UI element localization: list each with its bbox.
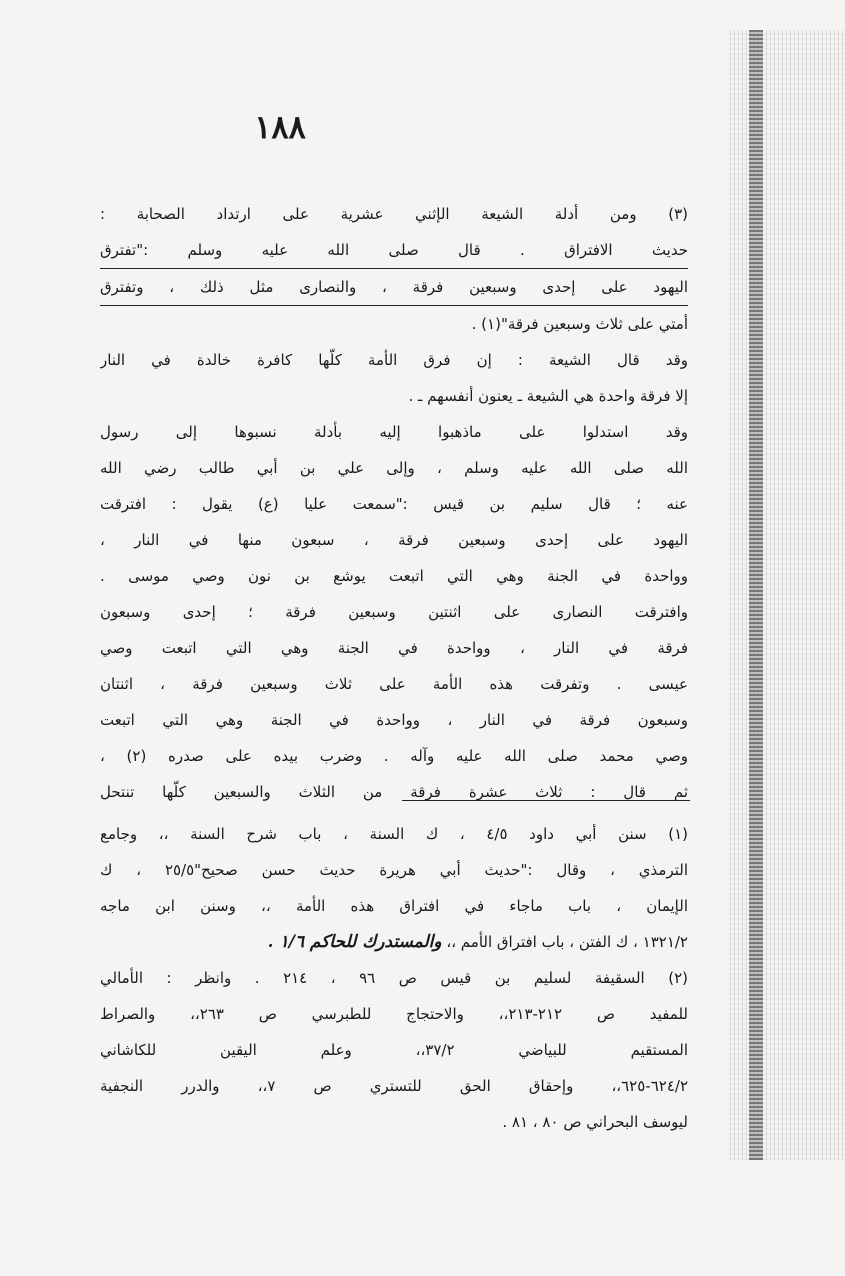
main-line-16: وصي محمد صلى الله عليه وآله . وضرب بيده على صدره (٢) ، bbox=[100, 747, 688, 765]
main-line-15: وسبعون فرقة في النار ، وواحدة في الجنة وهي التي اتبعت bbox=[100, 711, 688, 729]
main-text bbox=[100, 196, 688, 810]
main-line-8: الله صلى الله عليه وسلم ، وإلى علي بن أبي طالب رضي الله bbox=[100, 459, 688, 477]
handwritten-annotation: والمستدرك للحاكم ١/٦ . bbox=[267, 932, 442, 952]
main-line-4: أمتي على ثلاث وسبعين فرقة"(١) . bbox=[471, 315, 688, 333]
footnote-line-3: الإيمان ، باب ماجاء في افتراق هذه الأمة ،، وسنن ابن ماجه bbox=[100, 897, 688, 915]
main-line-12: وافترقت النصارى على اثنتين وسبعين فرقة ؛ إحدى وسبعون bbox=[100, 603, 688, 621]
footnote-line-9: ليوسف البحراني ص ٨٠ ، ٨١ . bbox=[502, 1113, 688, 1131]
main-line-2: حديث الافتراق . قال صلى الله عليه وسلم :"تفترق bbox=[100, 232, 688, 269]
footnote-line-1: (١) سنن أبي داود ٤/٥ ، ك السنة ، باب شرح السنة ،، وجامع bbox=[100, 825, 688, 843]
main-line-10: اليهود على إحدى وسبعين فرقة ، سبعون منها في النار ، bbox=[100, 531, 688, 549]
main-line-5: وقد قال الشيعة : إن فرق الأمة كلّها كافرة خالدة في النار bbox=[100, 351, 688, 369]
main-line-7: وقد استدلوا على ماذهبوا إليه بأدلة نسبوها إلى رسول bbox=[100, 423, 688, 441]
main-line-3: اليهود على إحدى وسبعين فرقة ، والنصارى مثل ذلك ، وتفترق bbox=[100, 269, 688, 306]
footnotes bbox=[100, 816, 688, 1140]
main-line-1: (٣) ومن أدلة الشيعة الإثني عشرية على ارتداد الصحابة : bbox=[100, 205, 688, 223]
footnote-line-4-printed: ١٣٢١/٢ ، ك الفتن ، باب افتراق الأمم ،، bbox=[446, 933, 688, 951]
main-line-17: ثم قال : ثلاث عشرة فرقة من الثلاث والسبعين كلّها تنتحل bbox=[100, 783, 688, 801]
main-line-14: عيسى . وتفرقت هذه الأمة على ثلاث وسبعين فرقة ، اثنتان bbox=[100, 675, 688, 693]
footnote-line-2: الترمذي ، وقال :"حديث أبي هريرة حديث حسن صحيح"٢٥/٥ ، ك bbox=[100, 861, 688, 879]
main-line-13: فرقة في النار ، وواحدة في الجنة وهي التي اتبعت وصي bbox=[100, 639, 688, 657]
main-line-6: إلا فرقة واحدة هي الشيعة ـ يعنون أنفسهم ـ . bbox=[408, 387, 688, 405]
scanned-page-edge bbox=[727, 30, 845, 1160]
main-line-11: وواحدة في الجنة وهي التي اتبعت يوشع بن نون وصي موسى . bbox=[100, 567, 688, 585]
footnote-line-6: للمفيد ص ٢١٢-٢١٣،، والاحتجاج للطبرسي ص ٢٦٣،، والصراط bbox=[100, 1005, 688, 1023]
footnote-line-7: المستقيم للبياضي ٣٧/٢،، وعلم اليقين للكاشاني bbox=[100, 1041, 688, 1059]
main-line-9: عنه ؛ قال سليم بن قيس :"سمعت عليا (ع) يقول : افترقت bbox=[100, 495, 688, 513]
footnote-line-5: (٢) السقيفة لسليم بن قيس ص ٩٦ ، ٢١٤ . وانظر : الأمالي bbox=[100, 969, 688, 987]
page-number: ١٨٨ bbox=[254, 108, 306, 146]
footnote-line-4 bbox=[100, 924, 688, 960]
footnote-separator bbox=[402, 800, 690, 801]
scanned-binding-shadow bbox=[749, 30, 763, 1160]
footnote-line-8: ٦٢٤/٢-٦٢٥،، وإحقاق الحق للتستري ص ٧،، والدرر النجفية bbox=[100, 1077, 688, 1095]
